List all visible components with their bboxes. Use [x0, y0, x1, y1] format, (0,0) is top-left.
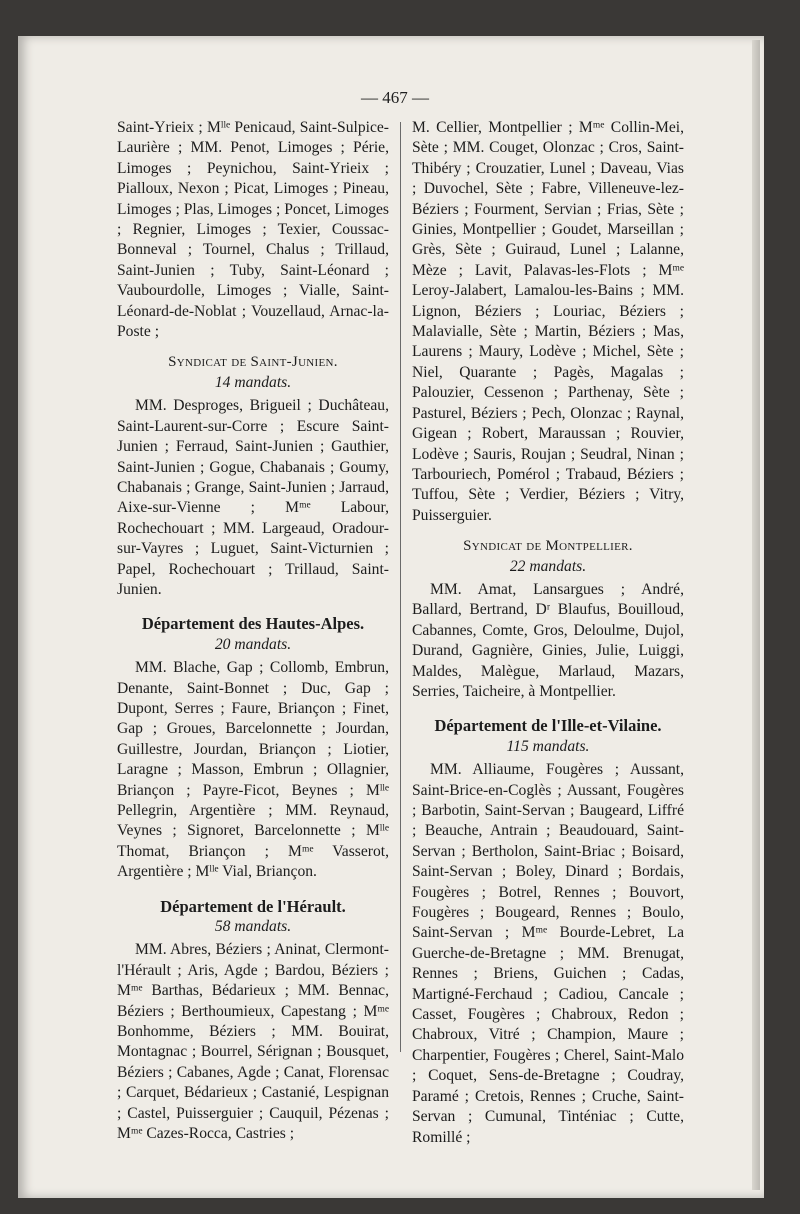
department-heading: Département de l'Ille-et-Vilaine. — [434, 716, 662, 736]
page-number: — 467 — — [361, 88, 429, 107]
department-heading: Département des Hautes-Alpes. — [141, 614, 365, 634]
paragraph: MM. Amat, Lansargues ; André, Ballard, Bertrand, Dʳ Blaufus, Bouilloud, Cabannes, Comte, Gros, Deloulme, Dujol, Durand, Gagnière, Ginies, Julie, Luiggi, Maldes, Malègue, Marlaud, Mazars, Serries, Taicheire, à Montpellier. — [412, 580, 684, 700]
page-edge — [752, 40, 760, 1190]
syndicat-heading: Syndicat de Saint-Junien. — [168, 354, 338, 371]
paragraph: MM. Desproges, Brigueil ; Duchâteau, Saint-Laurent-sur-Corre ; Escure Saint-Junien ; Ferraud, Saint-Junien ; Gauthier, Saint-Junien ; Gogue, Chabanais ; Goumy, Chabanais ; Grange, Saint-Junien ; Jarraud, Aixe-sur-Vienne ; Mᵐᵉ Labour, Rochechouart ; MM. Largeaud, Oradour-sur-Vayres ; Luguet, Saint-Victurnien ; Papel, Rochechouart ; Trillaud, Saint-Junien. — [117, 397, 389, 598]
mandats-count: 14 mandats. — [214, 373, 292, 391]
mandats-count: 58 mandats. — [214, 918, 292, 936]
paragraph: MM. Blache, Gap ; Collomb, Embrun, Denante, Saint-Bonnet ; Duc, Gap ; Dupont, Serres ; Faure, Briançon ; Finet, Gap ; Groues, Barcelonnette ; Jourdan, Guillestre, Jourdan, Briançon ; Liotier, Laragne ; Masson, Embrun ; Ollagnier, Briançon ; Payre-Ficot, Beynes ; Mˡˡᵉ Pellegrin, Argentière ; MM. Reynaud, Veynes ; Signoret, Barcelonnette ; Mˡˡᵉ Thomat, Briançon ; Mᵐᵉ Vasserot, Argentière ; Mˡˡᵉ Vial, Briançon. — [117, 659, 389, 881]
department-heading: Département de l'Hérault. — [160, 896, 346, 916]
left-column — [117, 118, 389, 1145]
column-divider — [400, 122, 401, 1052]
paragraph: MM. Abres, Béziers ; Aninat, Clermont-l'Hérault ; Aris, Agde ; Bardou, Béziers ; Mᵐᵉ Barthas, Bédarieux ; MM. Bennac, Béziers ; Berthoumieux, Capestang ; Mᵐᵉ Bonhomme, Béziers ; MM. Bouirat, Montagnac ; Bourrel, Sérignan ; Bousquet, Béziers ; Cabanes, Agde ; Canat, Florensac ; Carquet, Bédarieux ; Castanié, Lespignan ; Castel, Puisserguier ; Cauquil, Pézenas ; Mᵐᵉ Cazes-Rocca, Castries ; — [117, 941, 389, 1143]
mandats-count: 115 mandats. — [506, 737, 590, 755]
right-column — [412, 118, 684, 1148]
syndicat-heading: Syndicat de Montpellier. — [463, 538, 633, 555]
mandats-count: 22 mandats. — [509, 557, 587, 575]
paragraph: M. Cellier, Montpellier ; Mᵐᵉ Collin-Mei, Sète ; MM. Couget, Olonzac ; Cros, Saint-Thibéry ; Crouzatier, Lunel ; Daveau, Vias ; Duvochel, Sète ; Fabre, Villeneuve-lez-Béziers ; Fourment, Servian ; Frias, Sète ; Ginies, Montpellier ; Goudet, Marseillan ; Grès, Sète ; Guiraud, Lunel ; Lalanne, Mèze ; Lavit, Palavas-les-Flots ; Mᵐᵉ Leroy-Jalabert, Lamalou-les-Bains ; MM. Lignon, Béziers ; Louriac, Béziers ; Malavialle, Sète ; Martin, Béziers ; Mas, Laurens ; Maury, Lodève ; Michel, Sète ; Niel, Quarante ; Pagès, Magalas ; Palouzier, Cessenon ; Parthenay, Sète ; Pasturel, Béziers ; Pech, Olonzac ; Raynal, Gigean ; Robert, Maraussan ; Rouvier, Lodève ; Sauris, Roujan ; Seudral, Ninan ; Tarbouriech, Pomérol ; Trabaud, Béziers ; Tuffou, Sète ; Verdier, Béziers ; Vitry, Puisserguier. — [412, 119, 684, 524]
mandats-count: 20 mandats. — [214, 635, 292, 653]
paragraph: Saint-Yrieix ; Mˡˡᵉ Penicaud, Saint-Sulpice-Laurière ; MM. Penot, Limoges ; Périe, Limoges ; Peynichou, Saint-Yrieix ; Pialloux, Nexon ; Picat, Limoges ; Pineau, Limoges ; Plas, Limoges ; Poncet, Limoges ; Regnier, Limoges ; Texier, Coussac-Bonneval ; Tournel, Chalus ; Trillaud, Saint-Junien ; Tuby, Saint-Léonard ; Vaubourdolle, Limoges ; Vialle, Saint-Léonard-de-Noblat ; Vouzellaud, Arnac-la-Poste ; — [117, 119, 389, 341]
paragraph: MM. Alliaume, Fougères ; Aussant, Saint-Brice-en-Coglès ; Aussant, Fougères ; Barbotin, Saint-Servan ; Baugeard, Liffré ; Beauche, Antrain ; Beaudouard, Saint-Servan ; Bertholon, Saint-Briac ; Boisard, Saint-Servan ; Boley, Dinard ; Bordais, Fougères ; Botrel, Rennes ; Bouvort, Fougères ; Bougeard, Rennes ; Boulo, Saint-Servan ; Mᵐᵉ Bourde-Lebret, La Guerche-de-Bretagne ; MM. Brenugat, Rennes ; Briens, Guichen ; Cadas, Martigné-Ferchaud ; Cadiou, Cancale ; Casset, Fougères ; Chabroux, Redon ; Chabroux, Vitré ; Champion, Maure ; Charpentier, Fougères ; Cherel, Saint-Malo ; Coquet, Sens-de-Bretagne ; Coudray, Paramé ; Cretois, Rennes ; Cruche, Saint-Servan ; Cumunal, Tinténiac ; Cutte, Romillé ; — [412, 761, 684, 1146]
